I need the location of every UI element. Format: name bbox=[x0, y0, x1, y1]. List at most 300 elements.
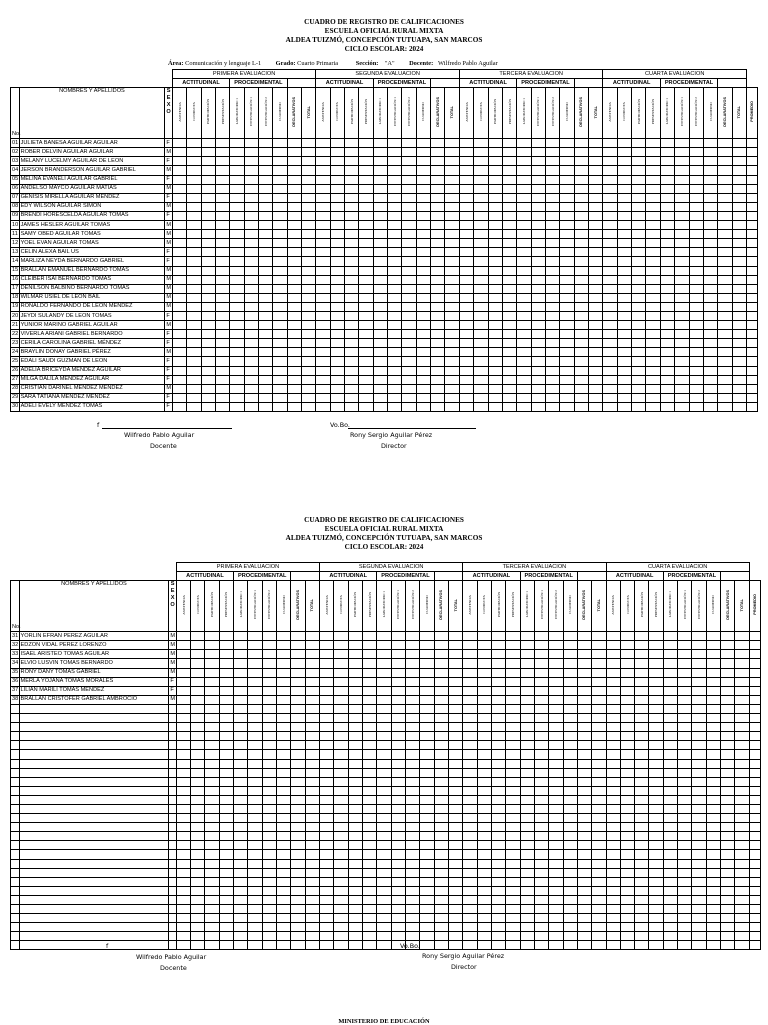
grade-cell[interactable] bbox=[534, 823, 548, 832]
grade-cell[interactable] bbox=[678, 914, 692, 923]
grade-cell[interactable] bbox=[635, 886, 649, 895]
grade-cell[interactable] bbox=[431, 393, 445, 402]
grade-cell[interactable] bbox=[689, 148, 703, 157]
grade-cell[interactable] bbox=[718, 393, 732, 402]
grade-cell[interactable] bbox=[377, 850, 391, 859]
grade-cell[interactable] bbox=[305, 941, 319, 950]
grade-cell[interactable] bbox=[735, 686, 749, 695]
grade-cell[interactable] bbox=[448, 732, 462, 741]
grade-cell[interactable] bbox=[491, 795, 505, 804]
grade-cell[interactable] bbox=[459, 239, 473, 248]
grade-cell[interactable] bbox=[675, 139, 689, 148]
grade-cell[interactable] bbox=[735, 804, 749, 813]
grade-cell[interactable] bbox=[330, 321, 344, 330]
grade-cell[interactable] bbox=[330, 366, 344, 375]
grade-cell[interactable] bbox=[749, 886, 760, 895]
grade-cell[interactable] bbox=[191, 886, 205, 895]
grade-cell[interactable] bbox=[574, 330, 588, 339]
grade-cell[interactable] bbox=[191, 859, 205, 868]
grade-cell[interactable] bbox=[334, 668, 348, 677]
grade-cell[interactable] bbox=[502, 202, 516, 211]
grade-cell[interactable] bbox=[606, 768, 620, 777]
grade-cell[interactable] bbox=[448, 704, 462, 713]
grade-cell[interactable] bbox=[620, 795, 634, 804]
grade-cell[interactable] bbox=[560, 357, 574, 366]
grade-cell[interactable] bbox=[531, 257, 545, 266]
grade-cell[interactable] bbox=[388, 257, 402, 266]
grade-cell[interactable] bbox=[549, 823, 563, 832]
grade-cell[interactable] bbox=[273, 302, 287, 311]
grade-cell[interactable] bbox=[277, 923, 291, 932]
grade-cell[interactable] bbox=[187, 402, 201, 411]
grade-cell[interactable] bbox=[262, 677, 276, 686]
grade-cell[interactable] bbox=[606, 704, 620, 713]
grade-cell[interactable] bbox=[660, 393, 674, 402]
grade-cell[interactable] bbox=[420, 859, 434, 868]
grade-cell[interactable] bbox=[589, 302, 603, 311]
grade-cell[interactable] bbox=[732, 221, 746, 230]
grade-cell[interactable] bbox=[201, 284, 215, 293]
grade-cell[interactable] bbox=[234, 832, 248, 841]
grade-cell[interactable] bbox=[632, 230, 646, 239]
grade-cell[interactable] bbox=[606, 641, 620, 650]
grade-cell[interactable] bbox=[416, 166, 430, 175]
grade-cell[interactable] bbox=[560, 257, 574, 266]
grade-cell[interactable] bbox=[248, 941, 262, 950]
grade-cell[interactable] bbox=[506, 877, 520, 886]
grade-cell[interactable] bbox=[545, 239, 559, 248]
grade-cell[interactable] bbox=[230, 257, 244, 266]
grade-cell[interactable] bbox=[416, 257, 430, 266]
grade-cell[interactable] bbox=[732, 202, 746, 211]
grade-cell[interactable] bbox=[215, 248, 229, 257]
grade-cell[interactable] bbox=[689, 211, 703, 220]
grade-cell[interactable] bbox=[291, 804, 305, 813]
grade-cell[interactable] bbox=[706, 777, 720, 786]
grade-cell[interactable] bbox=[273, 175, 287, 184]
grade-cell[interactable] bbox=[205, 795, 219, 804]
grade-cell[interactable] bbox=[491, 777, 505, 786]
grade-cell[interactable] bbox=[287, 266, 301, 275]
grade-cell[interactable] bbox=[589, 293, 603, 302]
grade-cell[interactable] bbox=[592, 814, 606, 823]
grade-cell[interactable] bbox=[316, 275, 330, 284]
grade-cell[interactable] bbox=[488, 230, 502, 239]
grade-cell[interactable] bbox=[320, 941, 334, 950]
grade-cell[interactable] bbox=[488, 339, 502, 348]
grade-cell[interactable] bbox=[574, 157, 588, 166]
grade-cell[interactable] bbox=[477, 750, 491, 759]
grade-cell[interactable] bbox=[191, 777, 205, 786]
grade-cell[interactable] bbox=[11, 877, 20, 886]
grade-cell[interactable] bbox=[488, 202, 502, 211]
grade-cell[interactable] bbox=[448, 841, 462, 850]
grade-cell[interactable] bbox=[635, 804, 649, 813]
grade-cell[interactable] bbox=[545, 357, 559, 366]
grade-cell[interactable] bbox=[244, 230, 258, 239]
grade-cell[interactable] bbox=[305, 750, 319, 759]
grade-cell[interactable] bbox=[463, 695, 477, 704]
grade-cell[interactable] bbox=[517, 202, 531, 211]
grade-cell[interactable] bbox=[11, 750, 20, 759]
grade-cell[interactable] bbox=[574, 393, 588, 402]
grade-cell[interactable] bbox=[545, 375, 559, 384]
grade-cell[interactable] bbox=[359, 321, 373, 330]
grade-cell[interactable] bbox=[506, 804, 520, 813]
grade-cell[interactable] bbox=[675, 284, 689, 293]
grade-cell[interactable] bbox=[517, 375, 531, 384]
grade-cell[interactable] bbox=[477, 741, 491, 750]
grade-cell[interactable] bbox=[11, 886, 20, 895]
grade-cell[interactable] bbox=[635, 759, 649, 768]
grade-cell[interactable] bbox=[445, 175, 459, 184]
grade-cell[interactable] bbox=[706, 677, 720, 686]
grade-cell[interactable] bbox=[563, 786, 577, 795]
grade-cell[interactable] bbox=[491, 650, 505, 659]
grade-cell[interactable] bbox=[176, 795, 190, 804]
grade-cell[interactable] bbox=[291, 686, 305, 695]
grade-cell[interactable] bbox=[560, 230, 574, 239]
grade-cell[interactable] bbox=[262, 768, 276, 777]
grade-cell[interactable] bbox=[248, 868, 262, 877]
grade-cell[interactable] bbox=[635, 750, 649, 759]
grade-cell[interactable] bbox=[459, 157, 473, 166]
grade-cell[interactable] bbox=[262, 668, 276, 677]
grade-cell[interactable] bbox=[459, 302, 473, 311]
grade-cell[interactable] bbox=[646, 202, 660, 211]
grade-cell[interactable] bbox=[589, 375, 603, 384]
grade-cell[interactable] bbox=[675, 275, 689, 284]
grade-cell[interactable] bbox=[692, 841, 706, 850]
grade-cell[interactable] bbox=[301, 384, 315, 393]
grade-cell[interactable] bbox=[678, 632, 692, 641]
grade-cell[interactable] bbox=[320, 868, 334, 877]
grade-cell[interactable] bbox=[405, 704, 419, 713]
grade-cell[interactable] bbox=[431, 321, 445, 330]
grade-cell[interactable] bbox=[416, 375, 430, 384]
grade-cell[interactable] bbox=[201, 230, 215, 239]
grade-cell[interactable] bbox=[388, 230, 402, 239]
grade-cell[interactable] bbox=[463, 832, 477, 841]
grade-cell[interactable] bbox=[491, 723, 505, 732]
grade-cell[interactable] bbox=[230, 157, 244, 166]
grade-cell[interactable] bbox=[301, 230, 315, 239]
grade-cell[interactable] bbox=[746, 148, 757, 157]
grade-cell[interactable] bbox=[649, 741, 663, 750]
grade-cell[interactable] bbox=[703, 230, 717, 239]
grade-cell[interactable] bbox=[402, 148, 416, 157]
grade-cell[interactable] bbox=[301, 357, 315, 366]
grade-cell[interactable] bbox=[219, 777, 233, 786]
grade-cell[interactable] bbox=[663, 941, 677, 950]
grade-cell[interactable] bbox=[718, 348, 732, 357]
grade-cell[interactable] bbox=[560, 148, 574, 157]
grade-cell[interactable] bbox=[620, 868, 634, 877]
grade-cell[interactable] bbox=[517, 284, 531, 293]
grade-cell[interactable] bbox=[534, 632, 548, 641]
grade-cell[interactable] bbox=[205, 850, 219, 859]
grade-cell[interactable] bbox=[577, 632, 591, 641]
grade-cell[interactable] bbox=[388, 166, 402, 175]
grade-cell[interactable] bbox=[577, 841, 591, 850]
grade-cell[interactable] bbox=[646, 148, 660, 157]
grade-cell[interactable] bbox=[316, 175, 330, 184]
grade-cell[interactable] bbox=[506, 759, 520, 768]
grade-cell[interactable] bbox=[291, 814, 305, 823]
grade-cell[interactable] bbox=[420, 895, 434, 904]
grade-cell[interactable] bbox=[273, 157, 287, 166]
grade-cell[interactable] bbox=[277, 932, 291, 941]
grade-cell[interactable] bbox=[620, 895, 634, 904]
grade-cell[interactable] bbox=[219, 877, 233, 886]
grade-cell[interactable] bbox=[520, 886, 534, 895]
grade-cell[interactable] bbox=[689, 275, 703, 284]
grade-cell[interactable] bbox=[420, 768, 434, 777]
grade-cell[interactable] bbox=[663, 650, 677, 659]
grade-cell[interactable] bbox=[502, 211, 516, 220]
grade-cell[interactable] bbox=[477, 668, 491, 677]
grade-cell[interactable] bbox=[603, 257, 617, 266]
grade-cell[interactable] bbox=[373, 348, 387, 357]
grade-cell[interactable] bbox=[491, 732, 505, 741]
grade-cell[interactable] bbox=[320, 695, 334, 704]
grade-cell[interactable] bbox=[718, 221, 732, 230]
grade-cell[interactable] bbox=[234, 741, 248, 750]
grade-cell[interactable] bbox=[660, 148, 674, 157]
grade-cell[interactable] bbox=[176, 877, 190, 886]
grade-cell[interactable] bbox=[258, 330, 272, 339]
grade-cell[interactable] bbox=[172, 211, 186, 220]
grade-cell[interactable] bbox=[675, 211, 689, 220]
grade-cell[interactable] bbox=[749, 850, 760, 859]
grade-cell[interactable] bbox=[563, 732, 577, 741]
grade-cell[interactable] bbox=[675, 339, 689, 348]
grade-cell[interactable] bbox=[689, 348, 703, 357]
grade-cell[interactable] bbox=[689, 375, 703, 384]
grade-cell[interactable] bbox=[560, 202, 574, 211]
grade-cell[interactable] bbox=[549, 795, 563, 804]
grade-cell[interactable] bbox=[491, 859, 505, 868]
grade-cell[interactable] bbox=[531, 184, 545, 193]
grade-cell[interactable] bbox=[488, 357, 502, 366]
grade-cell[interactable] bbox=[431, 275, 445, 284]
grade-cell[interactable] bbox=[746, 330, 757, 339]
grade-cell[interactable] bbox=[506, 732, 520, 741]
grade-cell[interactable] bbox=[488, 321, 502, 330]
grade-cell[interactable] bbox=[345, 266, 359, 275]
grade-cell[interactable] bbox=[563, 941, 577, 950]
grade-cell[interactable] bbox=[506, 859, 520, 868]
grade-cell[interactable] bbox=[746, 230, 757, 239]
grade-cell[interactable] bbox=[169, 814, 177, 823]
grade-cell[interactable] bbox=[488, 311, 502, 320]
grade-cell[interactable] bbox=[463, 914, 477, 923]
grade-cell[interactable] bbox=[617, 266, 631, 275]
grade-cell[interactable] bbox=[721, 886, 735, 895]
grade-cell[interactable] bbox=[577, 859, 591, 868]
grade-cell[interactable] bbox=[377, 714, 391, 723]
grade-cell[interactable] bbox=[632, 275, 646, 284]
grade-cell[interactable] bbox=[606, 759, 620, 768]
grade-cell[interactable] bbox=[689, 239, 703, 248]
grade-cell[interactable] bbox=[549, 895, 563, 904]
grade-cell[interactable] bbox=[287, 257, 301, 266]
grade-cell[interactable] bbox=[577, 768, 591, 777]
grade-cell[interactable] bbox=[531, 248, 545, 257]
grade-cell[interactable] bbox=[230, 339, 244, 348]
grade-cell[interactable] bbox=[692, 850, 706, 859]
grade-cell[interactable] bbox=[201, 193, 215, 202]
grade-cell[interactable] bbox=[301, 211, 315, 220]
grade-cell[interactable] bbox=[205, 723, 219, 732]
grade-cell[interactable] bbox=[334, 841, 348, 850]
grade-cell[interactable] bbox=[11, 932, 20, 941]
grade-cell[interactable] bbox=[316, 221, 330, 230]
grade-cell[interactable] bbox=[517, 248, 531, 257]
grade-cell[interactable] bbox=[420, 686, 434, 695]
grade-cell[interactable] bbox=[706, 886, 720, 895]
grade-cell[interactable] bbox=[721, 741, 735, 750]
grade-cell[interactable] bbox=[692, 932, 706, 941]
grade-cell[interactable] bbox=[477, 632, 491, 641]
grade-cell[interactable] bbox=[172, 321, 186, 330]
grade-cell[interactable] bbox=[187, 248, 201, 257]
grade-cell[interactable] bbox=[689, 339, 703, 348]
grade-cell[interactable] bbox=[491, 677, 505, 686]
grade-cell[interactable] bbox=[416, 275, 430, 284]
grade-cell[interactable] bbox=[291, 905, 305, 914]
grade-cell[interactable] bbox=[363, 668, 377, 677]
grade-cell[interactable] bbox=[345, 139, 359, 148]
grade-cell[interactable] bbox=[234, 823, 248, 832]
grade-cell[interactable] bbox=[678, 877, 692, 886]
grade-cell[interactable] bbox=[474, 339, 488, 348]
grade-cell[interactable] bbox=[215, 284, 229, 293]
grade-cell[interactable] bbox=[205, 923, 219, 932]
grade-cell[interactable] bbox=[678, 768, 692, 777]
grade-cell[interactable] bbox=[448, 659, 462, 668]
grade-cell[interactable] bbox=[592, 850, 606, 859]
grade-cell[interactable] bbox=[388, 266, 402, 275]
grade-cell[interactable] bbox=[405, 677, 419, 686]
grade-cell[interactable] bbox=[678, 804, 692, 813]
grade-cell[interactable] bbox=[678, 886, 692, 895]
grade-cell[interactable] bbox=[316, 148, 330, 157]
grade-cell[interactable] bbox=[405, 923, 419, 932]
grade-cell[interactable] bbox=[692, 786, 706, 795]
grade-cell[interactable] bbox=[416, 330, 430, 339]
grade-cell[interactable] bbox=[563, 932, 577, 941]
grade-cell[interactable] bbox=[187, 257, 201, 266]
grade-cell[interactable] bbox=[448, 641, 462, 650]
grade-cell[interactable] bbox=[502, 339, 516, 348]
grade-cell[interactable] bbox=[577, 886, 591, 895]
grade-cell[interactable] bbox=[617, 139, 631, 148]
grade-cell[interactable] bbox=[675, 393, 689, 402]
grade-cell[interactable] bbox=[201, 266, 215, 275]
grade-cell[interactable] bbox=[592, 914, 606, 923]
grade-cell[interactable] bbox=[706, 704, 720, 713]
grade-cell[interactable] bbox=[706, 868, 720, 877]
grade-cell[interactable] bbox=[420, 795, 434, 804]
grade-cell[interactable] bbox=[291, 914, 305, 923]
grade-cell[interactable] bbox=[606, 886, 620, 895]
grade-cell[interactable] bbox=[348, 714, 362, 723]
grade-cell[interactable] bbox=[363, 777, 377, 786]
grade-cell[interactable] bbox=[445, 402, 459, 411]
grade-cell[interactable] bbox=[277, 704, 291, 713]
grade-cell[interactable] bbox=[491, 686, 505, 695]
grade-cell[interactable] bbox=[305, 632, 319, 641]
grade-cell[interactable] bbox=[201, 321, 215, 330]
grade-cell[interactable] bbox=[320, 777, 334, 786]
grade-cell[interactable] bbox=[377, 741, 391, 750]
grade-cell[interactable] bbox=[187, 311, 201, 320]
grade-cell[interactable] bbox=[563, 659, 577, 668]
grade-cell[interactable] bbox=[545, 293, 559, 302]
grade-cell[interactable] bbox=[405, 832, 419, 841]
grade-cell[interactable] bbox=[301, 175, 315, 184]
grade-cell[interactable] bbox=[359, 184, 373, 193]
grade-cell[interactable] bbox=[345, 275, 359, 284]
grade-cell[interactable] bbox=[534, 795, 548, 804]
grade-cell[interactable] bbox=[330, 239, 344, 248]
grade-cell[interactable] bbox=[474, 275, 488, 284]
grade-cell[interactable] bbox=[388, 330, 402, 339]
grade-cell[interactable] bbox=[205, 732, 219, 741]
grade-cell[interactable] bbox=[517, 193, 531, 202]
grade-cell[interactable] bbox=[732, 257, 746, 266]
grade-cell[interactable] bbox=[675, 266, 689, 275]
grade-cell[interactable] bbox=[258, 284, 272, 293]
grade-cell[interactable] bbox=[531, 302, 545, 311]
grade-cell[interactable] bbox=[534, 932, 548, 941]
grade-cell[interactable] bbox=[563, 650, 577, 659]
grade-cell[interactable] bbox=[463, 877, 477, 886]
grade-cell[interactable] bbox=[563, 777, 577, 786]
grade-cell[interactable] bbox=[291, 941, 305, 950]
grade-cell[interactable] bbox=[678, 777, 692, 786]
grade-cell[interactable] bbox=[592, 877, 606, 886]
grade-cell[interactable] bbox=[563, 795, 577, 804]
grade-cell[interactable] bbox=[291, 868, 305, 877]
grade-cell[interactable] bbox=[176, 714, 190, 723]
grade-cell[interactable] bbox=[660, 402, 674, 411]
grade-cell[interactable] bbox=[560, 139, 574, 148]
grade-cell[interactable] bbox=[502, 157, 516, 166]
grade-cell[interactable] bbox=[402, 330, 416, 339]
grade-cell[interactable] bbox=[678, 714, 692, 723]
grade-cell[interactable] bbox=[649, 832, 663, 841]
grade-cell[interactable] bbox=[348, 741, 362, 750]
grade-cell[interactable] bbox=[262, 868, 276, 877]
grade-cell[interactable] bbox=[660, 211, 674, 220]
grade-cell[interactable] bbox=[169, 914, 177, 923]
grade-cell[interactable] bbox=[735, 850, 749, 859]
grade-cell[interactable] bbox=[459, 293, 473, 302]
grade-cell[interactable] bbox=[273, 202, 287, 211]
grade-cell[interactable] bbox=[545, 402, 559, 411]
grade-cell[interactable] bbox=[169, 886, 177, 895]
grade-cell[interactable] bbox=[234, 777, 248, 786]
grade-cell[interactable] bbox=[402, 157, 416, 166]
grade-cell[interactable] bbox=[345, 193, 359, 202]
grade-cell[interactable] bbox=[632, 375, 646, 384]
grade-cell[interactable] bbox=[305, 804, 319, 813]
grade-cell[interactable] bbox=[377, 759, 391, 768]
grade-cell[interactable] bbox=[577, 741, 591, 750]
grade-cell[interactable] bbox=[606, 859, 620, 868]
